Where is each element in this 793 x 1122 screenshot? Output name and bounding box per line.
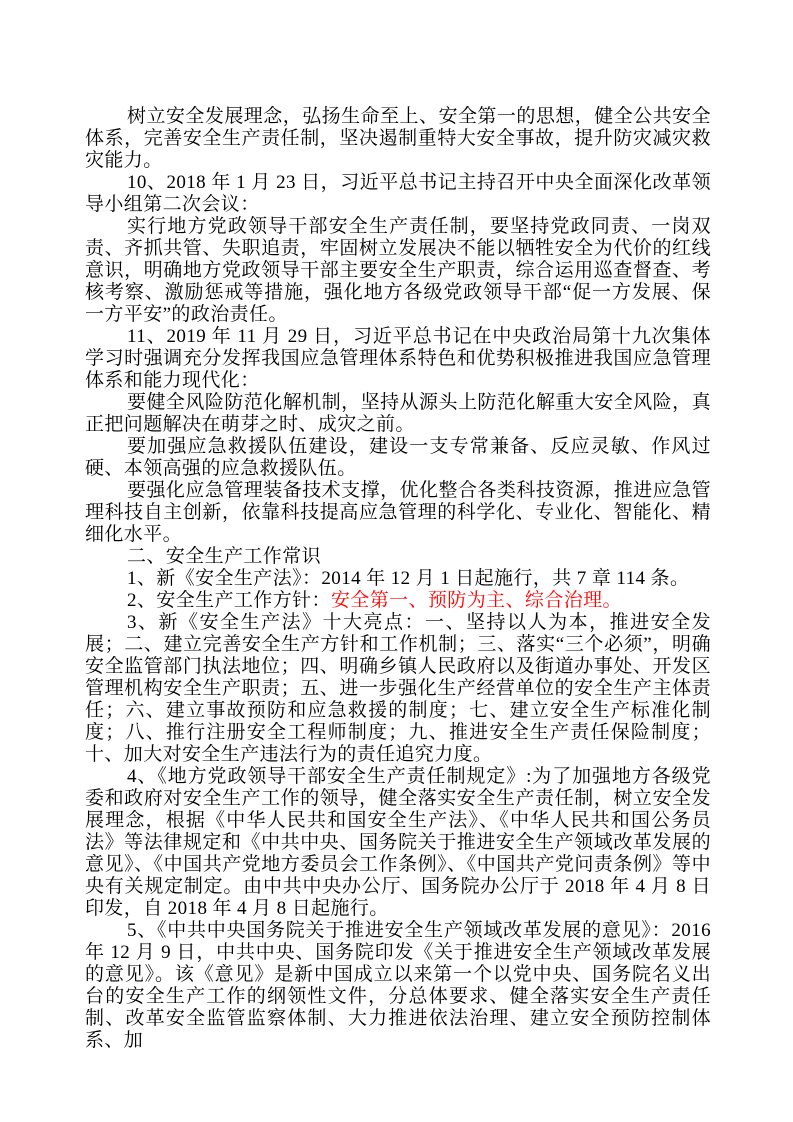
paragraph-item-4-regulation: 4、《地方党政领导干部安全生产责任制规定》:为了加强地方各级党委和政府对安全生产工作的领导，健全落实安全生产责任制，树立安全发展理念，根据《中华人民共和国安全生产法》、《中华人民共和国公务员法》等法律规定和《中共中央、国务院关于推进安全生产领域改革发展的意见》、《中国共产党地方委员会工作条例》、《中国共产党问责条例》等中央有关规定制定。由中共中央办公厅、国务院办公厅于 2018 年 4 月 8 日印发，自 2018 年 4 月 8 日起施行。: [85, 766, 711, 919]
policy-label: 2、安全生产工作方针：: [127, 590, 331, 611]
paragraph-risk-prevention: 要健全风险防范化解机制，坚持从源头上防范化解重大安全风险，真正把问题解决在萌芽之时、成灾之前。: [85, 392, 711, 435]
paragraph-rescue-teams: 要加强应急救援队伍建设，建设一支专常兼备、反应灵敏、作风过硬、本领高强的应急救援队伍。: [85, 436, 711, 479]
paragraph-item-10: 10、2018 年 1 月 23 日，习近平总书记主持召开中央全面深化改革领导小组第二次会议：: [85, 172, 711, 215]
paragraph-item-11: 11、2019 年 11 月 29 日，习近平总书记在中央政治局第十九次集体学习时强调充分发挥我国应急管理体系特色和优势积极推进我国应急管理体系和能力现代化：: [85, 326, 711, 391]
section-heading-2: 二、安全生产工作常识: [127, 546, 322, 567]
paragraph-tech-support: 要强化应急管理装备技术支撑，优化整合各类科技资源，推进应急管理科技自主创新，依靠科技提高应急管理的科学化、专业化、智能化、精细化水平。: [85, 480, 711, 545]
paragraph-item-5-opinion: 5、《中共中央国务院关于推进安全生产领域改革发展的意见》：2016 年 12 月 9 日，中共中央、国务院印发《关于推进安全生产领域改革发展的意见》。该《意见》是新中国成立以来第一个以党中央、国务院名义出台的安全生产工作的纲领性文件，分总体要求、健全落实安全生产责任制、改革安全监管监察体制、大力推进依法治理、建立安全预防控制体系、加: [85, 920, 711, 1051]
paragraph-item-2-policy: [85, 590, 711, 612]
paragraph-item-3-highlights: 3、新《安全生产法》十大亮点：一、坚持以人为本，推进安全发展；二、建立完善安全生产方针和工作机制；三、落实“三个必须”，明确安全监管部门执法地位；四、明确乡镇人民政府以及街道办事处、开发区管理机构安全生产职责；五、进一步强化生产经营单位的安全生产主体责任；六、建立事故预防和应急救援的制度；七、建立安全生产标准化制度；八、推行注册安全工程师制度；九、推进安全生产责任保险制度；十、加大对安全生产违法行为的责任追究力度。: [85, 612, 711, 765]
document-body: [85, 106, 711, 1052]
paragraph-item-1-law: 1、新《安全生产法》：2014 年 12 月 1 日起施行，共 7 章 114 条。: [127, 568, 690, 589]
paragraph-safety-philosophy: 树立安全发展理念，弘扬生命至上、安全第一的思想，健全公共安全体系，完善安全生产责任制，坚决遏制重特大安全事故，提升防灾减灾救灾能力。: [85, 106, 711, 171]
paragraph-item-10-detail: 实行地方党政领导干部安全生产责任制，要坚持党政同责、一岗双责、齐抓共管、失职追责，牢固树立发展决不能以牺牲安全为代价的红线意识，明确地方党政领导干部主要安全生产职责，综合运用巡查督查、考核考察、激励惩戒等措施，强化地方各级党政领导干部“促一方发展、保一方平安”的政治责任。: [85, 216, 711, 325]
policy-highlight-red: 安全第一、预防为主、综合治理。: [330, 590, 622, 611]
